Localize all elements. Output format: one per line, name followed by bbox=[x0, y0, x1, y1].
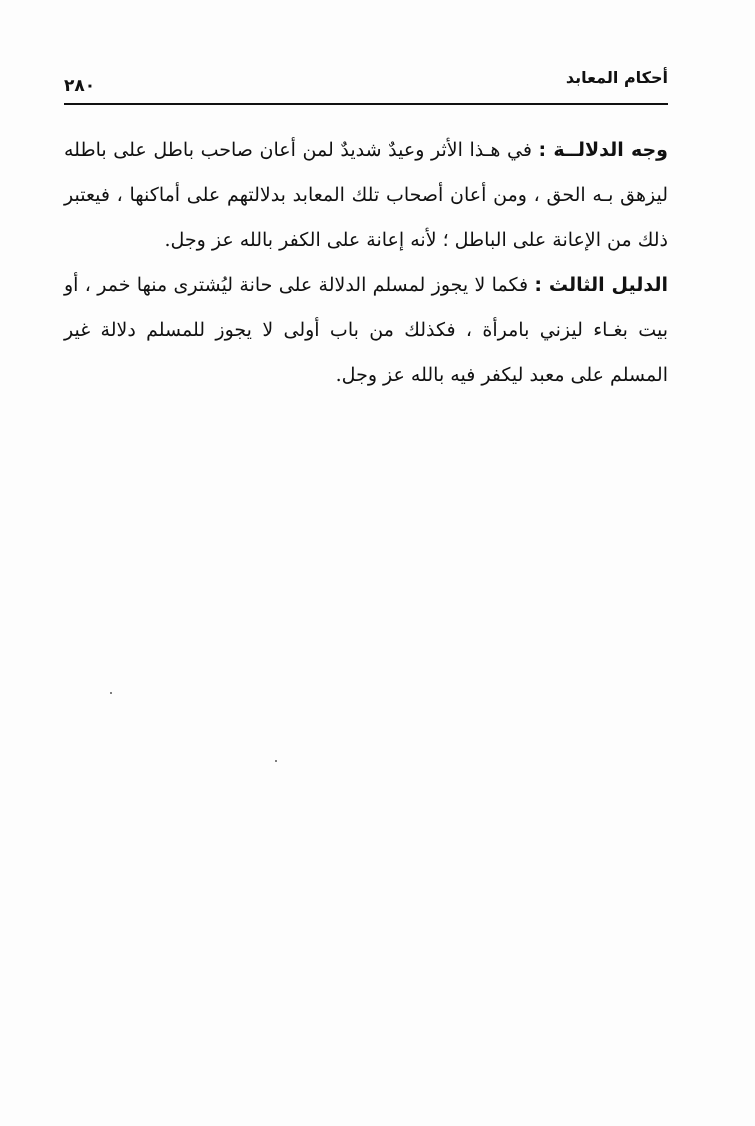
paragraph-evidence-meaning bbox=[64, 128, 668, 263]
page-number: ٢٨٠ bbox=[64, 76, 96, 96]
page-header bbox=[64, 66, 668, 102]
body-text bbox=[64, 128, 668, 398]
header-divider bbox=[64, 103, 668, 105]
paragraph-term: وجه الدلالــة : bbox=[538, 139, 668, 161]
paragraph-text: في هـذا الأثر وعيدٌ شديدٌ لمن أعان صاحب باطل على باطله ليزهق بـه الحق ، ومن أعان أصحاب تلك المعابد بدلالتهم على أماكنها ، فيعتبر ذلك من الإعانة على الباطل ؛ لأنه إعانة على الكفر بالله عز وجل. bbox=[64, 139, 668, 251]
running-title: أحكام المعابد bbox=[565, 68, 668, 87]
paragraph-third-evidence bbox=[64, 263, 668, 398]
scan-speck bbox=[275, 760, 277, 762]
paragraph-term: الدليل الثالث : bbox=[534, 274, 668, 296]
paragraph-text: فكما لا يجوز لمسلم الدلالة على حانة ليُشترى منها خمر ، أو بيت بغـاء ليزني بامرأة ، فكذلك من باب أولى لا يجوز للمسلم دلالة غير المسلم على معبد ليكفر فيه بالله عز وجل. bbox=[64, 274, 668, 386]
scan-speck bbox=[110, 692, 112, 694]
